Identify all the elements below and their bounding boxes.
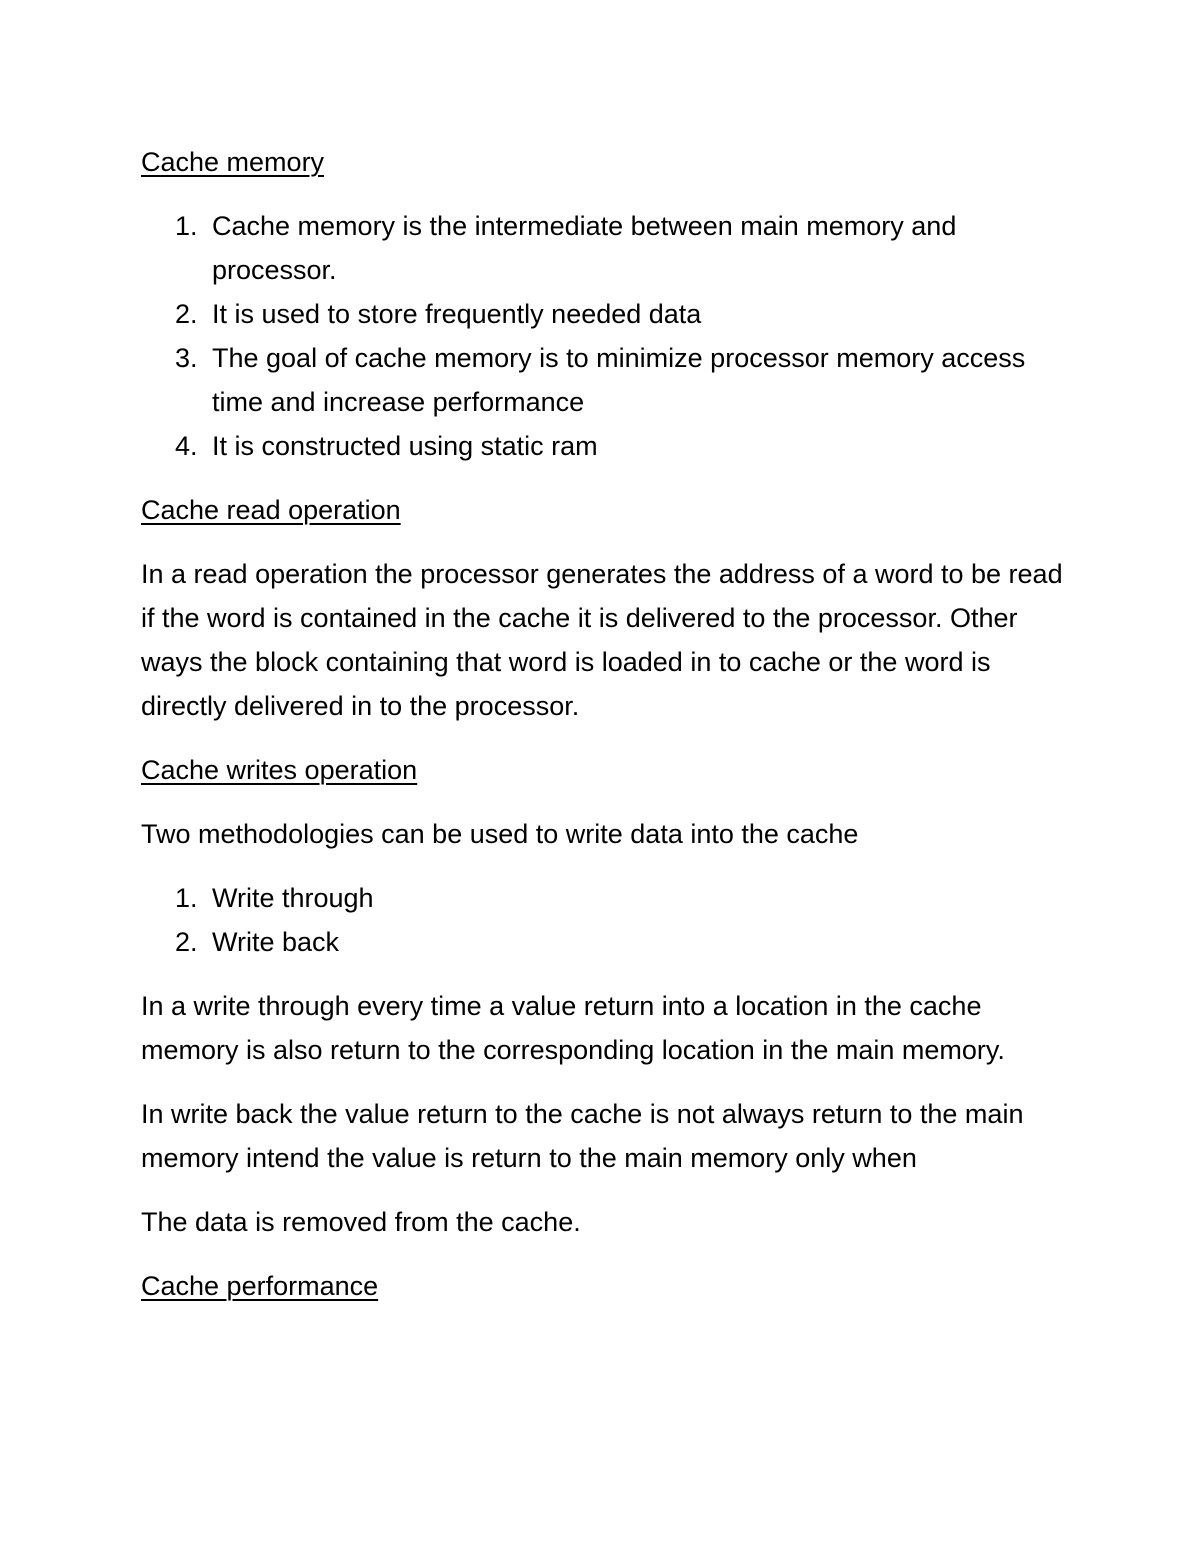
list-number: 1. bbox=[175, 883, 198, 913]
list-number: 3. bbox=[175, 343, 198, 373]
list-item bbox=[141, 424, 1071, 468]
heading-cache-performance: Cache performance bbox=[141, 1271, 379, 1301]
list-item-text: It is constructed using static ram bbox=[212, 431, 598, 461]
list-item bbox=[141, 876, 1071, 920]
list-item-text: Cache memory is the intermediate between main memory and processor. bbox=[212, 211, 957, 285]
list-number: 4. bbox=[175, 431, 198, 461]
list-item bbox=[141, 204, 1071, 292]
cache-read-paragraph: In a read operation the processor generates the address of a word to be read if the word is contained in the cache it is delivered to the processor. Other ways the block containing that word is loaded in to cache or the word is directly delivered in to the processor. bbox=[141, 559, 1063, 721]
list-item-text: The goal of cache memory is to minimize processor memory access time and increase performance bbox=[212, 343, 1026, 417]
list-number: 1. bbox=[175, 211, 198, 241]
cache-memory-list bbox=[141, 204, 1071, 468]
write-methods-list bbox=[141, 876, 1071, 964]
list-item bbox=[141, 292, 1071, 336]
heading-cache-read-operation: Cache read operation bbox=[141, 495, 401, 525]
list-item-text: Write back bbox=[212, 927, 340, 957]
write-back-continuation: The data is removed from the cache. bbox=[141, 1207, 581, 1237]
list-item bbox=[141, 336, 1071, 424]
document-page bbox=[141, 140, 1071, 1328]
list-item-text: Write through bbox=[212, 883, 374, 913]
write-through-paragraph: In a write through every time a value return into a location in the cache memory is also return to the corresponding location in the main memory. bbox=[141, 991, 1005, 1065]
list-item bbox=[141, 920, 1071, 964]
write-back-paragraph: In write back the value return to the cache is not always return to the main memory intend the value is return to the main memory only when bbox=[141, 1099, 1024, 1173]
list-number: 2. bbox=[175, 299, 198, 329]
cache-write-intro: Two methodologies can be used to write data into the cache bbox=[141, 819, 859, 849]
heading-cache-writes-operation: Cache writes operation bbox=[141, 755, 418, 785]
heading-cache-memory: Cache memory bbox=[141, 147, 325, 177]
list-number: 2. bbox=[175, 927, 198, 957]
list-item-text: It is used to store frequently needed data bbox=[212, 299, 702, 329]
